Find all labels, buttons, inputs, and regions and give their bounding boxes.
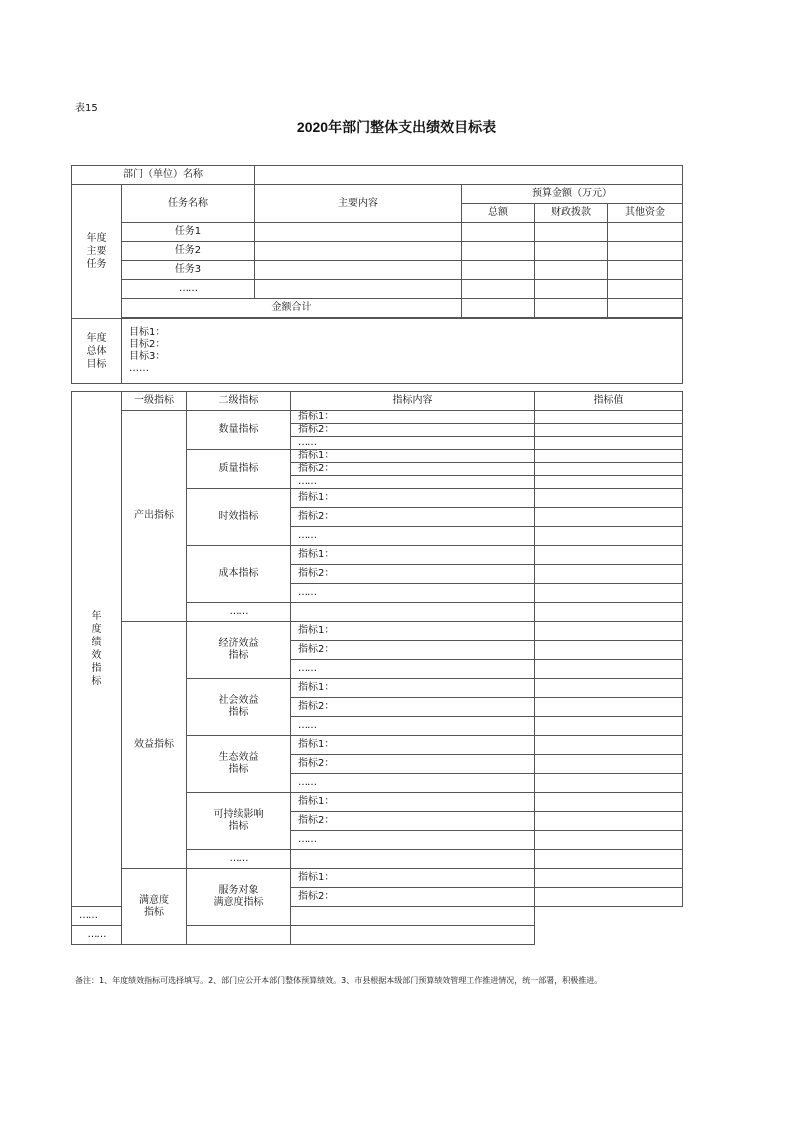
timeliness-indicators-label: 时效指标: [187, 489, 291, 546]
indicator-item: 指标1：: [291, 736, 535, 755]
task-name-cell: 任务3: [122, 261, 255, 280]
indicator-item: 指标2：: [291, 508, 535, 527]
table-row: [72, 869, 683, 888]
level2-ellipsis: ……: [187, 850, 291, 869]
sustainability-label: 可持续影响 指标: [187, 793, 291, 850]
cost-indicators-label: 成本指标: [187, 546, 291, 603]
service-satisfaction-label: 服务对象 满意度指标: [187, 869, 291, 926]
annual-tasks-label: 年度 主要 任务: [72, 185, 122, 319]
indicator-item: ……: [291, 717, 535, 736]
tasks-table: [71, 165, 683, 384]
task-name-header: 任务名称: [122, 185, 255, 223]
indicator-item: 指标1：: [291, 546, 535, 565]
indicator-item: 指标1：: [291, 450, 535, 463]
indicator-item: 指标1：: [291, 679, 535, 698]
indicators-table: [71, 391, 683, 945]
indicator-item: 指标1：: [291, 489, 535, 508]
indicator-item: 指标2：: [291, 812, 535, 831]
task-name-cell: ……: [122, 280, 255, 299]
dept-name-label: 部门（单位）名称: [72, 166, 255, 185]
output-indicators-label: 产出指标: [122, 411, 187, 622]
amount-total-label: 金额合计: [122, 299, 462, 318]
task-name-cell: 任务2: [122, 242, 255, 261]
annual-goals-content: 目标1： 目标2： 目标3： ……: [122, 319, 683, 384]
indicator-item: 指标2：: [291, 641, 535, 660]
dept-name-value: [255, 166, 683, 185]
indicator-item: 指标2：: [291, 755, 535, 774]
task-name-cell: 任务1: [122, 223, 255, 242]
satisfaction-indicators-label: 满意度 指标: [122, 869, 187, 945]
other-funds-header: 其他资金: [608, 204, 683, 223]
indicator-item: 指标2：: [291, 424, 535, 437]
performance-indicators-label: 年 度 绩 效 指 标: [72, 392, 122, 907]
footnote: 备注：1、年度绩效指标可选择填写。2、部门应公开本部门整体预算绩效。3、市县根据本级部门预算绩效管理工作推进情况，统一部署，积极推进。: [75, 976, 603, 985]
economic-benefit-label: 经济效益 指标: [187, 622, 291, 679]
indicator-item: 指标2：: [291, 463, 535, 476]
indicator-item: ……: [291, 527, 535, 546]
quality-indicators-label: 质量指标: [187, 450, 291, 489]
fiscal-header: 财政拨款: [535, 204, 608, 223]
budget-amount-header: 预算金额（万元）: [462, 185, 683, 204]
indicator-item: ……: [291, 437, 535, 450]
social-benefit-label: 社会效益 指标: [187, 679, 291, 736]
indicator-item: 指标1：: [291, 793, 535, 812]
indicator-item: 指标2：: [291, 565, 535, 584]
table-row: [72, 242, 683, 261]
indicator-item: 指标1：: [291, 869, 535, 888]
benefit-indicators-label: 效益指标: [122, 622, 187, 869]
level1-header: 一级指标: [122, 392, 187, 411]
indicator-item: 指标2：: [291, 888, 535, 907]
table-row: [72, 411, 683, 424]
annual-goals-label: 年度 总体 目标: [72, 319, 122, 384]
level2-ellipsis: ……: [72, 926, 122, 945]
ecological-benefit-label: 生态效益 指标: [187, 736, 291, 793]
indicator-item: 指标1：: [291, 622, 535, 641]
table-row: [72, 261, 683, 280]
indicator-item: 指标2：: [291, 698, 535, 717]
indicator-item: ……: [291, 584, 535, 603]
total-header: 总额: [462, 204, 535, 223]
table-row: [72, 223, 683, 242]
main-content-header: 主要内容: [255, 185, 462, 223]
indicator-content-header: 指标内容: [291, 392, 535, 411]
indicator-item: ……: [291, 476, 535, 489]
indicator-item: 指标1：: [291, 411, 535, 424]
indicator-item: ……: [291, 831, 535, 850]
quantity-indicators-label: 数量指标: [187, 411, 291, 450]
indicator-value-header: 指标值: [535, 392, 683, 411]
table-row: [72, 622, 683, 641]
table-row: [72, 280, 683, 299]
indicator-item: ……: [291, 774, 535, 793]
level2-header: 二级指标: [187, 392, 291, 411]
table-number: 表15: [75, 103, 98, 114]
level2-ellipsis: ……: [187, 603, 291, 622]
page-title: 2020年部门整体支出绩效目标表: [296, 119, 497, 135]
indicator-item: ……: [291, 660, 535, 679]
indicator-item: ……: [72, 907, 122, 926]
